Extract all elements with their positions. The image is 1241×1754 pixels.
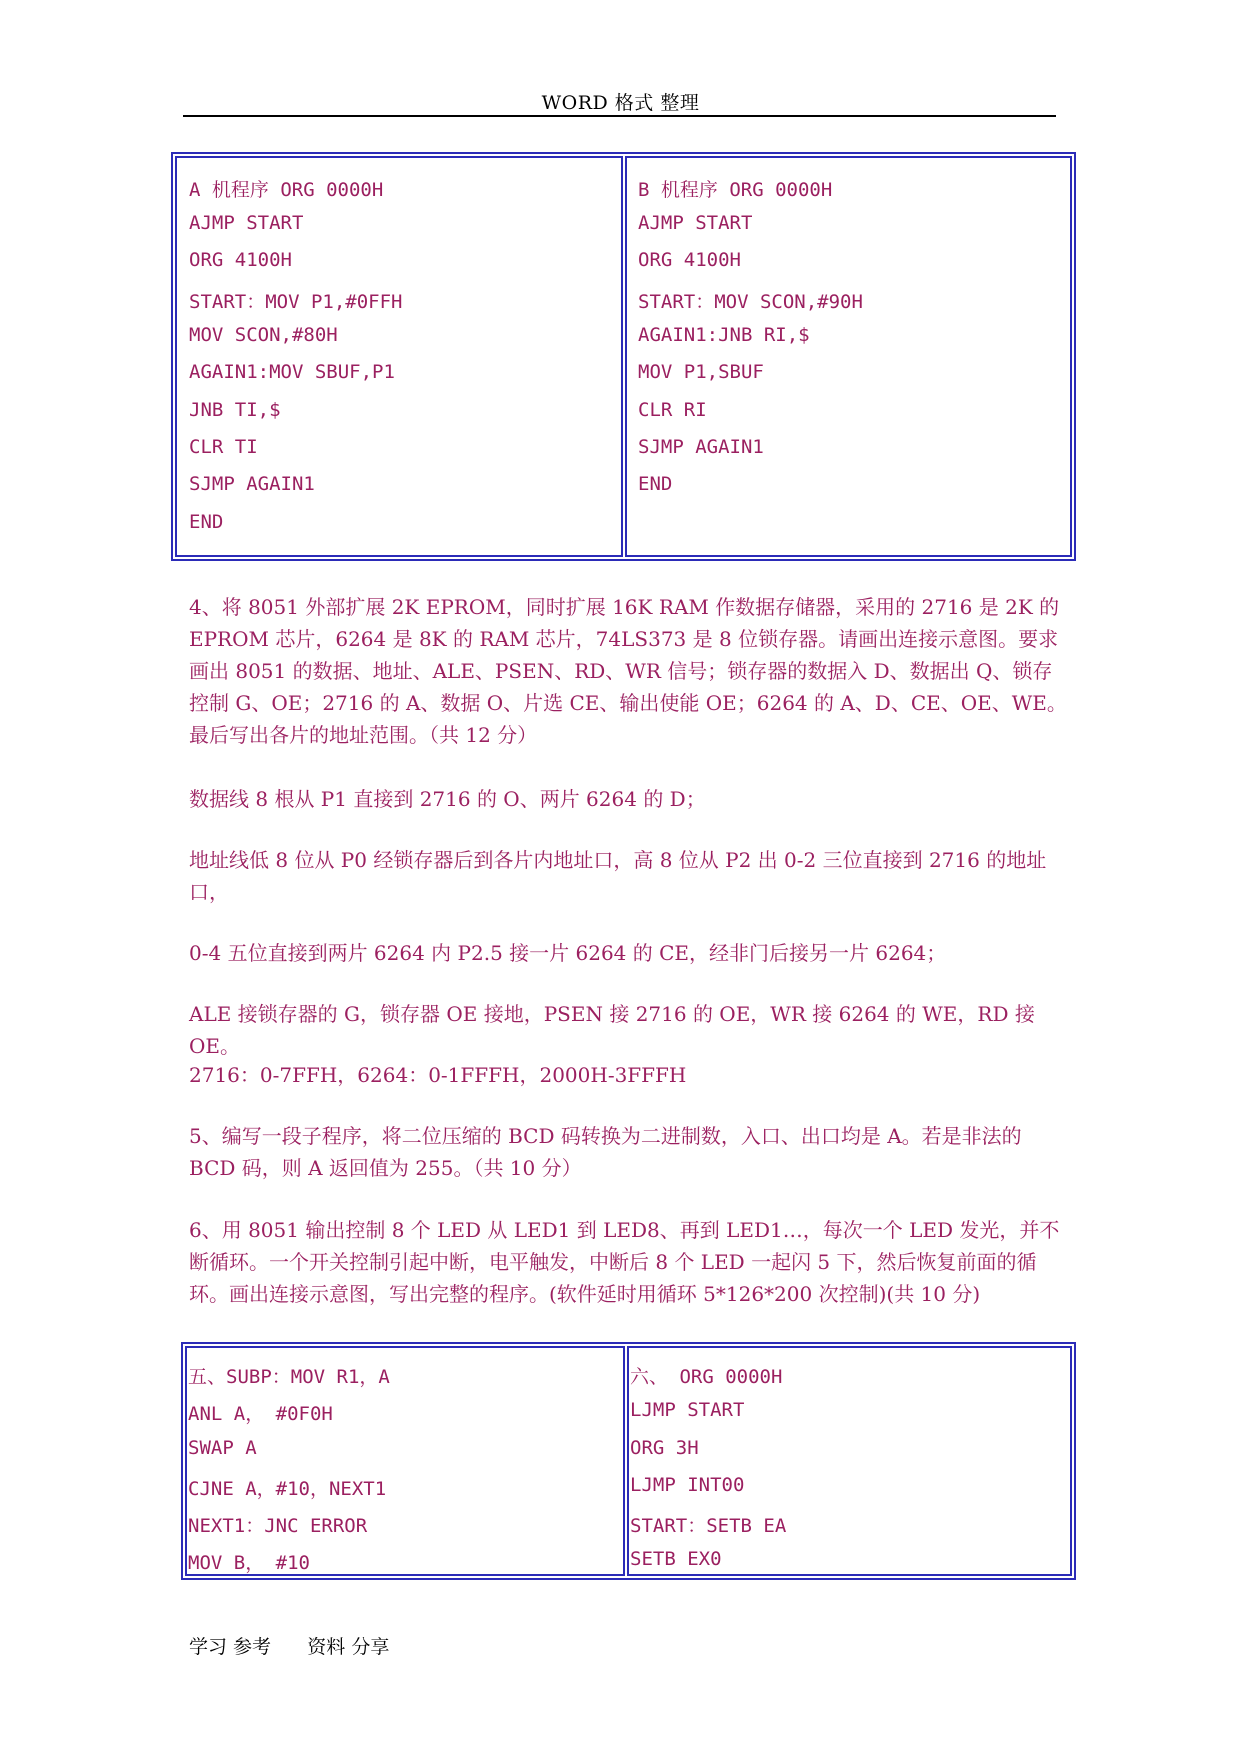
footer-left-text: 学习 参考 xyxy=(189,1636,272,1658)
code-line: END xyxy=(189,511,224,533)
code-line: A 机程序 ORG 0000H xyxy=(189,179,384,201)
page-footer xyxy=(189,1632,389,1659)
code-line: AJMP START xyxy=(189,212,304,234)
header-rule xyxy=(183,115,1056,117)
code-line: CLR RI xyxy=(638,399,707,421)
code-line: ORG 4100H xyxy=(189,249,292,271)
code-line: ORG 3H xyxy=(630,1437,699,1459)
code-line: ANL A， #0F0H xyxy=(188,1403,333,1425)
code-table-1 xyxy=(171,152,1076,561)
code-line: CJNE A，#10，NEXT1 xyxy=(188,1478,387,1500)
answer-4-line-1: 数据线 8 根从 P1 直接到 2716 的 O、两片 6264 的 D； xyxy=(189,787,706,811)
code-line: LJMP START xyxy=(630,1399,745,1421)
code-line: SETB EX0 xyxy=(630,1548,722,1570)
code-line: SJMP AGAIN1 xyxy=(638,436,764,458)
code-line: AGAIN1:JNB RI,$ xyxy=(638,324,810,346)
code-line: SJMP AGAIN1 xyxy=(189,473,315,495)
code-line: MOV SCON,#80H xyxy=(189,324,338,346)
code-line: AGAIN1:MOV SBUF,P1 xyxy=(189,361,395,383)
code-line: CLR TI xyxy=(189,436,258,458)
code-line: MOV P1,SBUF xyxy=(638,361,764,383)
code-line: AJMP START xyxy=(638,212,753,234)
code-line: START：SETB EA xyxy=(630,1515,787,1537)
code-line: START：MOV SCON,#90H xyxy=(638,291,863,313)
question-6-text: 6、用 8051 输出控制 8 个 LED 从 LED1 到 LED8、再到 LED1…，每次一个 LED 发光，并不断循环。一个开关控制引起中断，电平触发，中断后 8 个 LED 一起闪 5 下，然后恢复前面的循环。画出连接示意图，写出完整的程序。(软件延时用循环 5*126*200 次控制)(共 10 分) xyxy=(189,1218,1060,1306)
code-line: NEXT1：JNC ERROR xyxy=(188,1515,368,1537)
answer-4-address-range: 2716：0-7FFH，6264：0-1FFFH，2000H-3FFFH xyxy=(189,1063,687,1087)
code-line: ORG 4100H xyxy=(638,249,741,271)
page-header-title: WORD 格式 整理 xyxy=(541,92,700,114)
code-line: 六、 ORG 0000H xyxy=(630,1366,783,1388)
code-line: SWAP A xyxy=(188,1437,257,1459)
code-line: MOV B， #10 xyxy=(188,1552,310,1574)
answer-4-line-2: 地址线低 8 位从 P0 经锁存器后到各片内地址口，高 8 位从 P2 出 0-2 三位直接到 2716 的地址口， xyxy=(189,848,1047,904)
code-line: END xyxy=(638,473,673,495)
footer-right-text: 资料 分享 xyxy=(307,1636,390,1658)
code-line: JNB TI,$ xyxy=(189,399,281,421)
answer-4-line-3: 0-4 五位直接到两片 6264 内 P2.5 接一片 6264 的 CE，经非门后接另一片 6264； xyxy=(189,941,947,965)
code-line: B 机程序 ORG 0000H xyxy=(638,179,833,201)
code-line: 五、SUBP：MOV R1，A xyxy=(188,1366,390,1388)
code-line: START：MOV P1,#0FFH xyxy=(189,291,403,313)
question-4-text: 4、将 8051 外部扩展 2K EPROM，同时扩展 16K RAM 作数据存储器，采用的 2716 是 2K 的 EPROM 芯片，6264 是 8K 的 RAM 芯片，74LS373 是 8 位锁存器。请画出连接示意图。要求画出 8051 的数据、地址、ALE、PSEN、RD、WR 信号；锁存器的数据入 D、数据出 Q、锁存控制 G、OE；2716 的 A、数据 O、片选 CE、输出使能 OE；6264 的 A、D、CE、OE、WE。最后写出各片的地址范围。（共 12 分） xyxy=(189,595,1067,747)
answer-4-line-4: ALE 接锁存器的 G，锁存器 OE 接地，PSEN 接 2716 的 OE，WR 接 6264 的 WE，RD 接 OE。 xyxy=(189,1002,1035,1058)
question-5-text: 5、编写一段子程序，将二位压缩的 BCD 码转换为二进制数，入口、出口均是 A。若是非法的 BCD 码，则 A 返回值为 255。（共 10 分） xyxy=(189,1124,1022,1180)
code-line: LJMP INT00 xyxy=(630,1474,745,1496)
